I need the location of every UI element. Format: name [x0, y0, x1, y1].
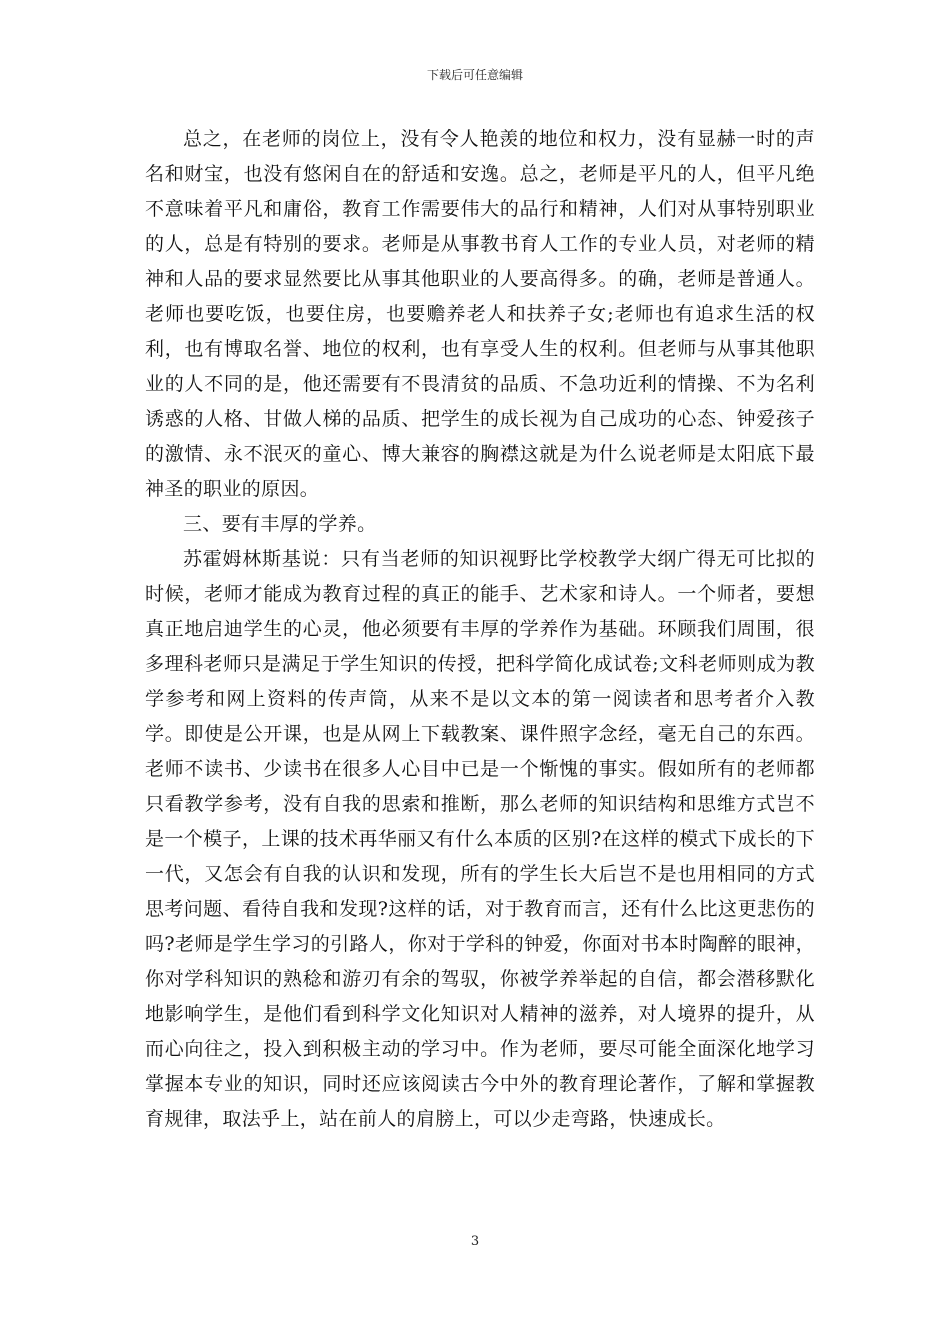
- paragraph-1: 总之，在老师的岗位上，没有令人艳羡的地位和权力，没有显赫一时的声名和财宝，也没有悠闲自在的舒适和安逸。总之，老师是平凡的人，但平凡绝不意味着平凡和庸俗，教育工作需要伟大的品行和精神，人们对从事特别职业的人，总是有特别的要求。老师是从事教书育人工作的专业人员，对老师的精神和人品的要求显然要比从事其他职业的人要高得多。的确，老师是普通人。老师也要吃饭，也要住房，也要赡养老人和扶养子女;老师也有追求生活的权利，也有博取名誉、地位的权利，也有享受人生的权利。但老师与从事其他职业的人不同的是，他还需要有不畏清贫的品质、不急功近利的情操、不为名利诱惑的人格、甘做人梯的品质、把学生的成长视为自己成功的心态、钟爱孩子的激情、永不泯灭的童心、博大兼容的胸襟这就是为什么说老师是太阳底下最神圣的职业的原因。: [145, 128, 815, 500]
- section-heading: 三、要有丰厚的学养。: [183, 513, 377, 535]
- document-body: [145, 122, 815, 1137]
- paragraph-2: 苏霍姆林斯基说：只有当老师的知识视野比学校教学大纲广得无可比拟的时候，老师才能成为教育过程的真正的能手、艺术家和诗人。一个师者，要想真正地启迪学生的心灵，他必须要有丰厚的学养作为基础。环顾我们周围，很多理科老师只是满足于学生知识的传授，把科学简化成试卷;文科老师则成为教学参考和网上资料的传声筒，从来不是以文本的第一阅读者和思考者介入教学。即使是公开课，也是从网上下载教案、课件照字念经，毫无自己的东西。老师不读书、少读书在很多人心目中已是一个惭愧的事实。假如所有的老师都只看教学参考，没有自我的思索和推断，那么老师的知识结构和思维方式岂不是一个模子，上课的技术再华丽又有什么本质的区别?在这样的模式下成长的下一代，又怎会有自我的认识和发现，所有的学生长大后岂不是也用相同的方式思考问题、看待自我和发现?这样的话，对于教育而言，还有什么比这更悲伤的吗?老师是学生学习的引路人，你对于学科的钟爱，你面对书本时陶醉的眼神，你对学科知识的熟稔和游刃有余的驾驭，你被学养举起的自信，都会潜移默化地影响学生，是他们看到科学文化知识对人精神的滋养，对人境界的提升，从而心向往之，投入到积极主动的学习中。作为老师，要尽可能全面深化地学习掌握本专业的知识，同时还应该阅读古今中外的教育理论著作，了解和掌握教育规律，取法乎上，站在前人的肩膀上，可以少走弯路，快速成长。: [145, 548, 815, 1130]
- page-number: 3: [470, 1234, 480, 1249]
- page-header: 下载后可任意编辑: [426, 68, 523, 82]
